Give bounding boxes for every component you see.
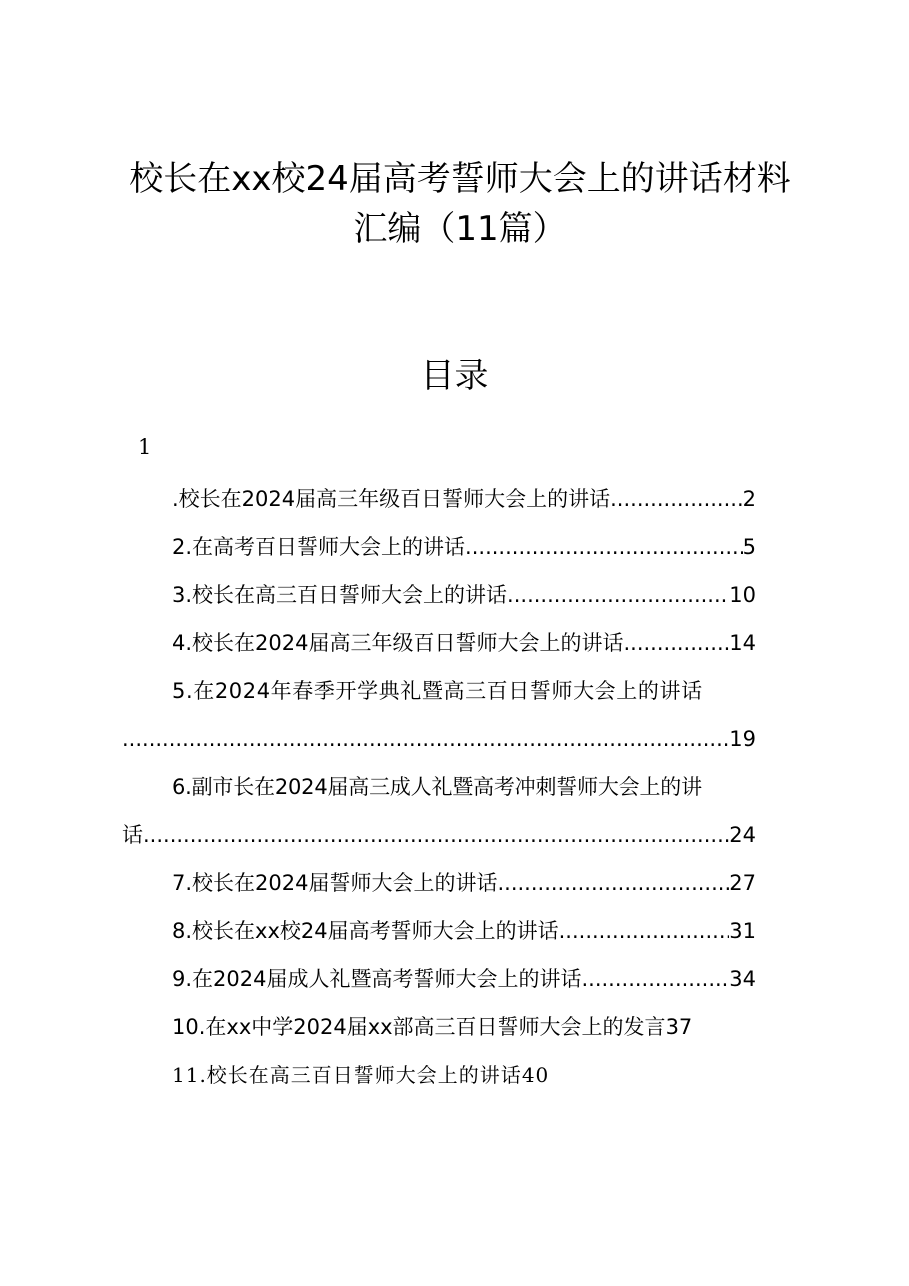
toc-leader-dots	[497, 859, 729, 907]
toc-entry-page: 34	[729, 967, 756, 991]
table-of-contents	[122, 475, 802, 1099]
toc-entry-page: 14	[729, 631, 756, 655]
toc-entry-title-continued: 话	[122, 823, 143, 847]
toc-entry-page: 40	[521, 1063, 550, 1087]
toc-entry-3[interactable]	[122, 571, 802, 619]
toc-entry-page: 31	[729, 919, 756, 943]
toc-leader-dots	[507, 571, 729, 619]
document-title	[110, 154, 810, 254]
toc-heading: 目录	[420, 356, 489, 396]
toc-leader-dots	[581, 955, 729, 1003]
toc-entry-9[interactable]	[122, 955, 802, 1003]
toc-leader-dots	[559, 907, 730, 955]
toc-entry-4[interactable]	[122, 619, 802, 667]
toc-entry-title: .校长在2024届高三年级百日誓师大会上的讲话	[172, 487, 611, 511]
toc-entry-title: 7.校长在2024届誓师大会上的讲话	[172, 871, 498, 895]
toc-entry-title: 2.在高考百日誓师大会上的讲话	[172, 535, 466, 559]
toc-entry-title: 11.校长在高三百日誓师大会上的讲话	[172, 1063, 522, 1087]
document-title-line-2: 汇编（11篇）	[353, 209, 567, 249]
toc-entry-page: 19	[729, 727, 756, 751]
toc-entry-5-line-2[interactable]	[122, 715, 802, 763]
toc-leader-dots	[143, 811, 729, 859]
toc-entry-2[interactable]	[122, 523, 802, 571]
document-title-line-1: 校长在xx校24届高考誓师大会上的讲话材料	[129, 159, 791, 199]
stray-list-number: 1	[138, 435, 152, 459]
toc-leader-dots	[623, 619, 729, 667]
toc-entry-title: 10.在xx中学2024届xx部高三百日誓师大会上的发言	[172, 1015, 666, 1039]
toc-entry-title: 3.校长在高三百日誓师大会上的讲话	[172, 583, 508, 607]
toc-entry-page: 27	[729, 871, 756, 895]
toc-entry-11[interactable]	[122, 1051, 802, 1099]
toc-entry-1[interactable]	[122, 475, 802, 523]
toc-entry-8[interactable]	[122, 907, 802, 955]
toc-entry-page: 2	[742, 487, 756, 511]
toc-entry-title: 6.副市长在2024届高三成人礼暨高考冲刺誓师大会上的讲	[172, 775, 702, 799]
toc-entry-title: 9.在2024届成人礼暨高考誓师大会上的讲话	[172, 967, 582, 991]
toc-leader-dots	[610, 475, 743, 523]
toc-leader-dots	[122, 715, 729, 763]
toc-entry-6-line-1[interactable]	[122, 763, 802, 811]
toc-leader-dots	[465, 523, 743, 571]
toc-entry-page: 24	[729, 823, 756, 847]
toc-entry-7[interactable]	[122, 859, 802, 907]
toc-entry-title: 4.校长在2024届高三年级百日誓师大会上的讲话	[172, 631, 624, 655]
toc-entry-5-line-1[interactable]	[122, 667, 802, 715]
toc-entry-page: 37	[665, 1015, 693, 1039]
toc-entry-10[interactable]	[122, 1003, 802, 1051]
toc-entry-title: 5.在2024年春季开学典礼暨高三百日誓师大会上的讲话	[172, 679, 703, 703]
toc-entry-6-line-2[interactable]	[122, 811, 802, 859]
toc-entry-page: 5	[742, 535, 756, 559]
toc-entry-page: 10	[729, 583, 756, 607]
toc-entry-title: 8.校长在xx校24届高考誓师大会上的讲话	[172, 919, 559, 943]
